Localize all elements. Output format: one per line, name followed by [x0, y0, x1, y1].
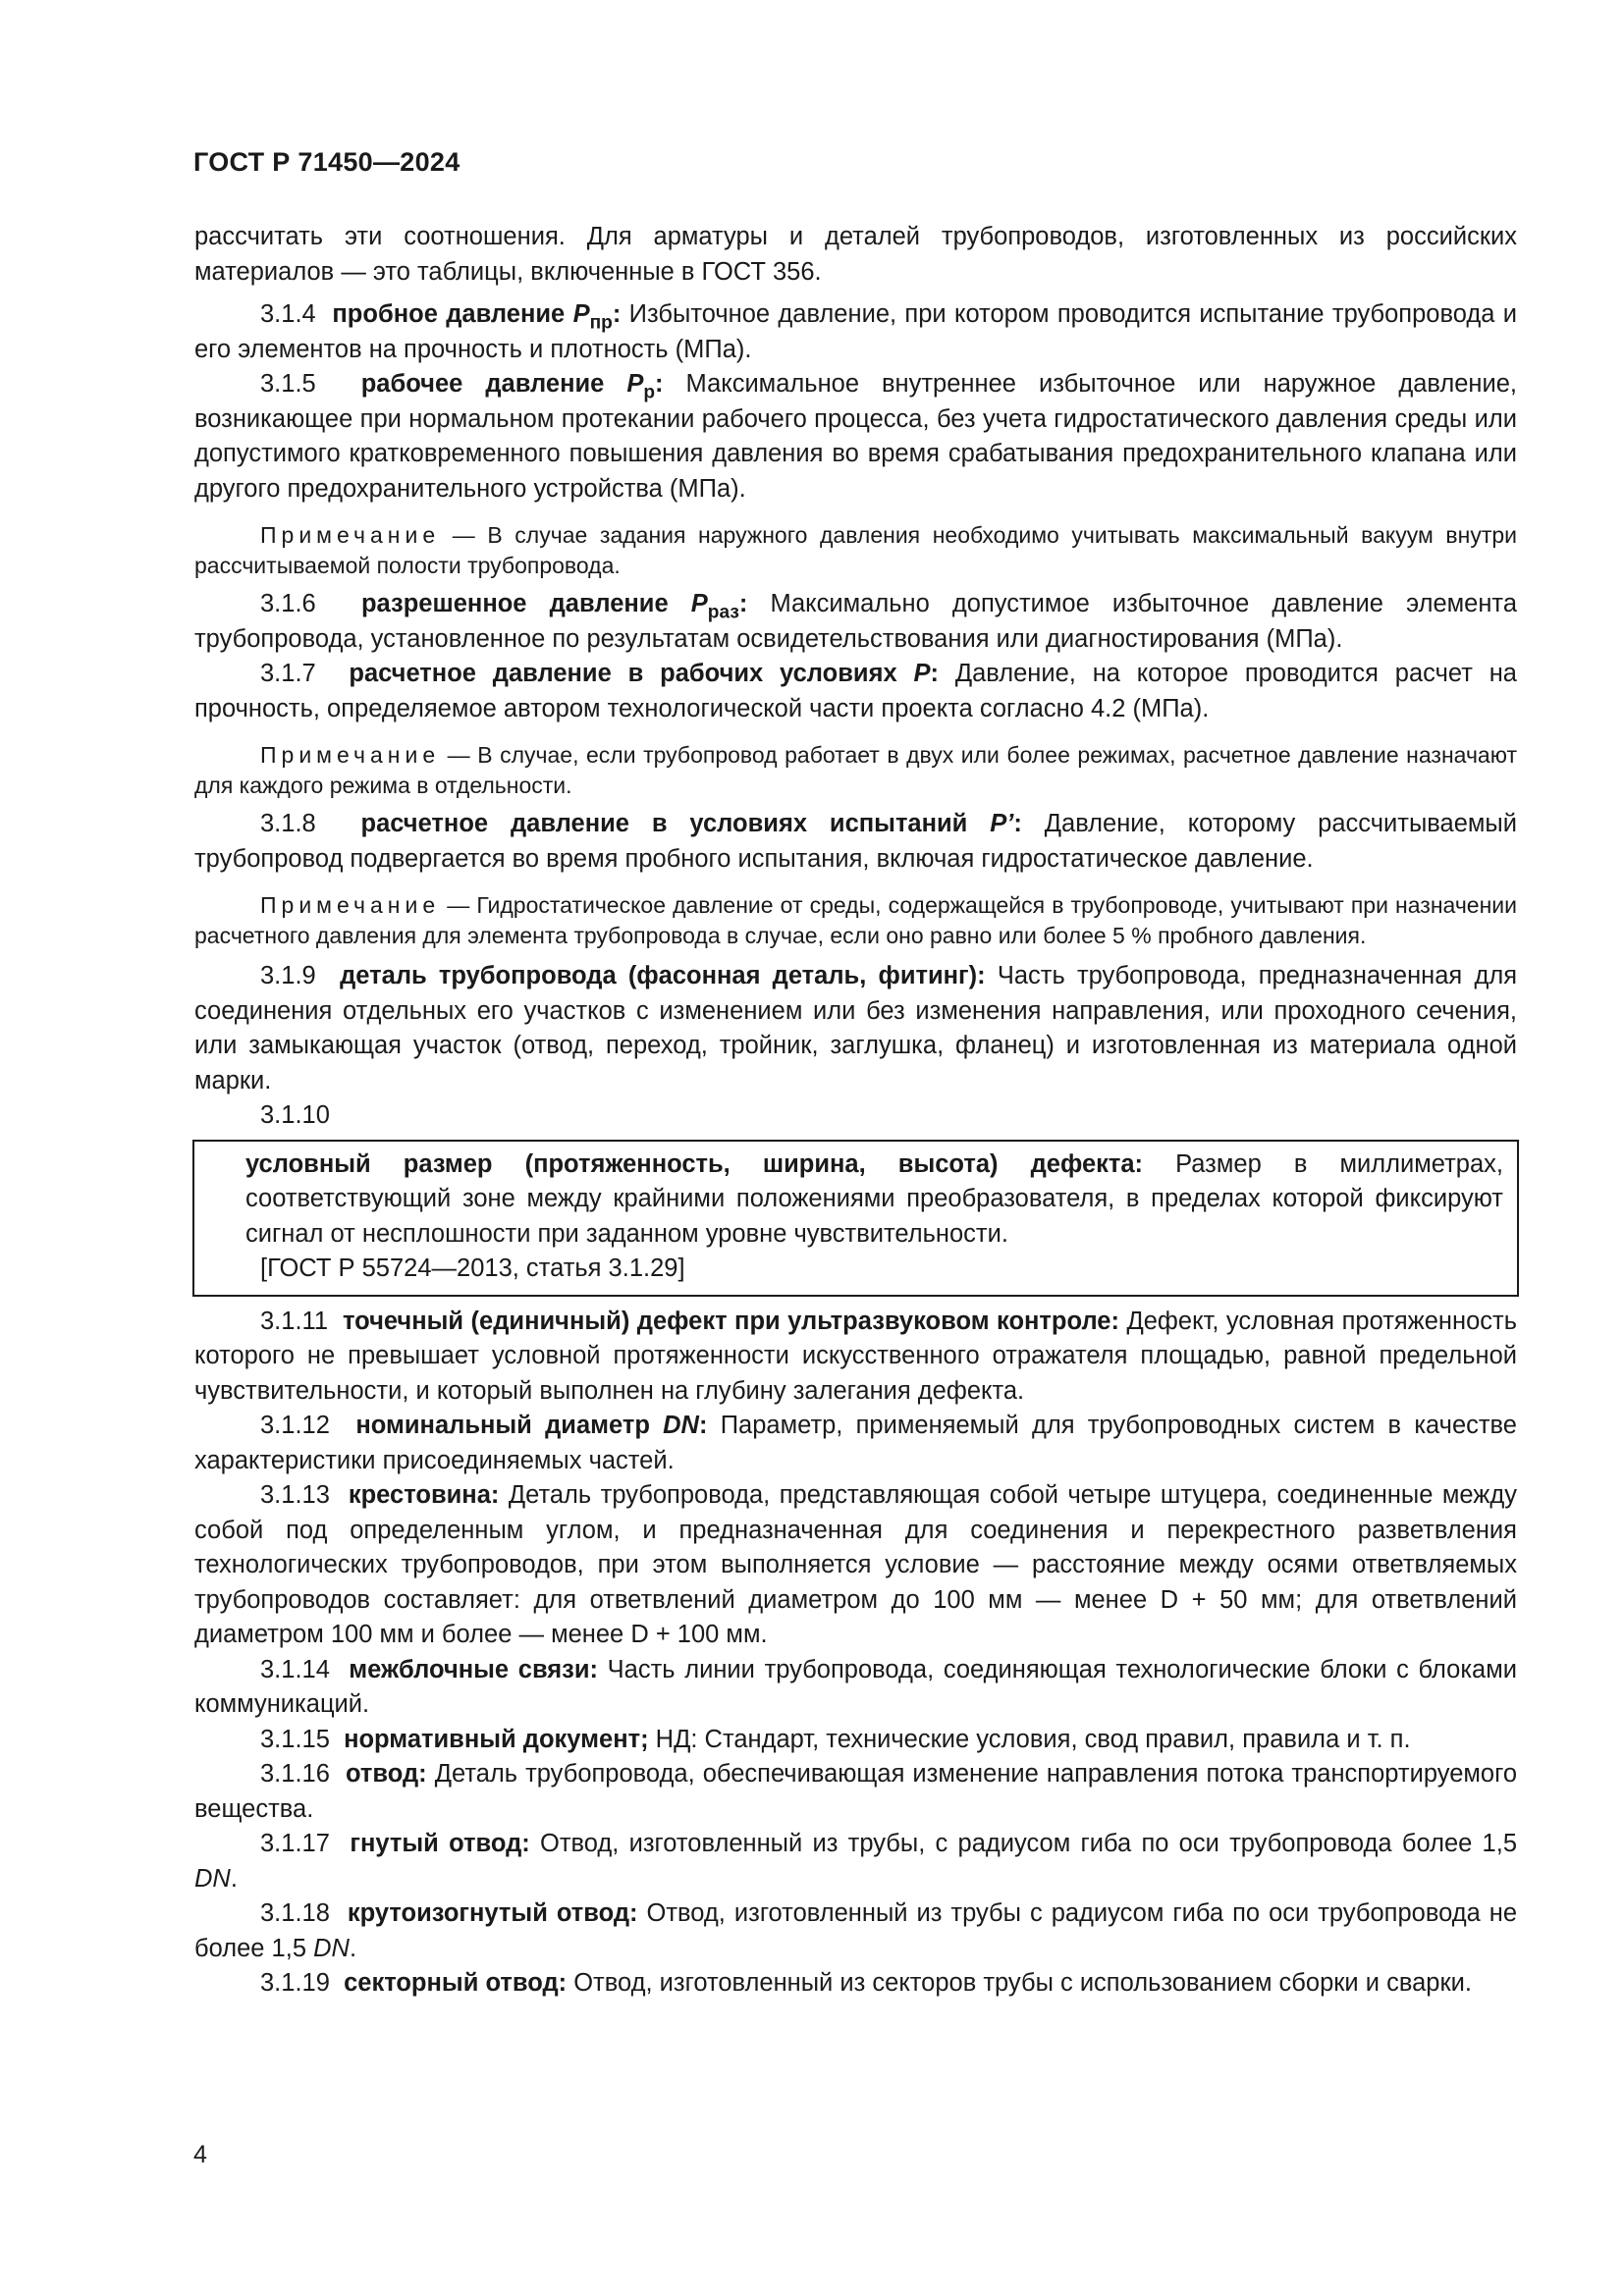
quoted-definition-box: [192, 1140, 1519, 1297]
term-3-1-8: 3.1.8 расчетное давление в условиях испытаний P’: Давление, которому рассчитываемый трубопровод подвергается во время пробного испытания, включая гидростатическое давление.: [194, 810, 1518, 873]
term-3-1-12: 3.1.12 номинальный диаметр DN: Параметр, применяемый для трубопроводных систем в качестве характеристики присоединяемых частей.: [194, 1412, 1517, 1474]
term-3-1-17: 3.1.17 гнутый отвод: Отвод, изготовленный из трубы, с радиусом гиба по оси трубопровода более 1,5 DN.: [194, 1830, 1518, 1893]
term-3-1-6: 3.1.6 разрешенное давление $P_{раз}$: Максимально допустимое избыточное давление элемента трубопровода, установленное по результатам освидетельствования или диагностирования (МПа).: [194, 590, 1517, 653]
term-3-1-11: 3.1.11 точечный (единичный) дефект при ультразвуковом контроле: Дефект, условная протяженность которого не превышает условной протяженности искусственного отражателя площадью, равной предельной чувствительности, и который выполнен на глубину залегания дефекта.: [194, 1307, 1517, 1405]
note-2: Примечание — В случае, если трубопровод работает в двух или более режимах, расчетное давление назначают для каждого режима в отдельности.: [194, 742, 1517, 798]
term-3-1-16: 3.1.16 отвод: Деталь трубопровода, обеспечивающая изменение направления потока транспортируемого вещества.: [194, 1760, 1518, 1823]
intro-paragraph: рассчитать эти соотношения. Для арматуры и деталей трубопроводов, изготовленных из российских материалов — это таблицы, включенные в ГОСТ 356.: [194, 223, 1517, 286]
term-3-1-18: 3.1.18 крутоизогнутый отвод: Отвод, изготовленный из трубы с радиусом гиба по оси трубопровода не более 1,5 DN.: [194, 1899, 1518, 1962]
term-3-1-4: 3.1.4 пробное давление $P_{пр}$: Избыточное давление, при котором проводится испытание трубопровода и его элементов на прочность и плотность (МПа).: [194, 300, 1517, 363]
term-3-1-7: 3.1.7 расчетное давление в рабочих условиях P: Давление, на которое проводится расчет на прочность, определяемое автором технологической части проекта согласно 4.2 (МПа).: [194, 660, 1517, 722]
term-3-1-5: 3.1.5 рабочее давление $P_р$: Максимальное внутреннее избыточное или наружное давление, возникающее при нормальном протекании рабочего процесса, без учета гидростатического давления среды или допустимого кратковременного повышения давления во время срабатывания предохранительного клапана или другого предохранительного устройства (МПа).: [194, 370, 1517, 503]
note-1: Примечание — В случае задания наружного давления необходимо учитывать максимальный вакуум внутри рассчитываемой полости трубопровода.: [194, 522, 1517, 578]
term-3-1-10-number: 3.1.10: [260, 1101, 330, 1129]
page-number: 4: [193, 2141, 207, 2168]
term-3-1-10-source: [ГОСТ Р 55724—2013, статья 3.1.29]: [260, 1255, 685, 1282]
term-3-1-19: 3.1.19 секторный отвод: Отвод, изготовленный из секторов трубы с использованием сборки и сварки.: [260, 1969, 1472, 1997]
term-3-1-9: 3.1.9 деталь трубопровода (фасонная деталь, фитинг): Часть трубопровода, предназначенная для соединения отдельных его участков с изменением или без изменения направления, или проходного сечения, или замыкающая участок (отвод, переход, тройник, заглушка, фланец) и изготовленная из материала одной марки.: [194, 962, 1518, 1095]
document-header: ГОСТ Р 71450—2024: [193, 147, 460, 177]
term-3-1-13: 3.1.13 крестовина: Деталь трубопровода, представляющая собой четыре штуцера, соединенные между собой под определенным углом, и предназначенная для соединения и перекрестного разветвления технологических трубопроводов, при этом выполняется условие — расстояние между осями ответвляемых трубопроводов составляет: для ответвлений диаметром до 100 мм — менее D + 50 мм; для ответвлений диаметром 100 мм и более — менее D + 100 мм.: [194, 1481, 1517, 1648]
term-3-1-14: 3.1.14 межблочные связи: Часть линии трубопровода, соединяющая технологические блоки с блоками коммуникаций.: [194, 1655, 1518, 1718]
term-3-1-15: 3.1.15 нормативный документ; НД: Стандарт, технические условия, свод правил, правила и т. п.: [260, 1725, 1411, 1753]
term-3-1-10: условный размер (протяженность, ширина, высота) дефекта: Размер в миллиметрах, соответствующий зоне между крайними положениями преобразователя, в пределах которой фиксируют сигнал от несплошности при заданном уровне чувствительности.: [245, 1149, 1503, 1248]
note-3: Примечание — Гидростатическое давление от среды, содержащейся в трубопроводе, учитывают при назначении расчетного давления для элемента трубопровода в случае, если оно равно или более 5 % пробного давления.: [194, 892, 1517, 948]
document-body: [194, 220, 1517, 2002]
